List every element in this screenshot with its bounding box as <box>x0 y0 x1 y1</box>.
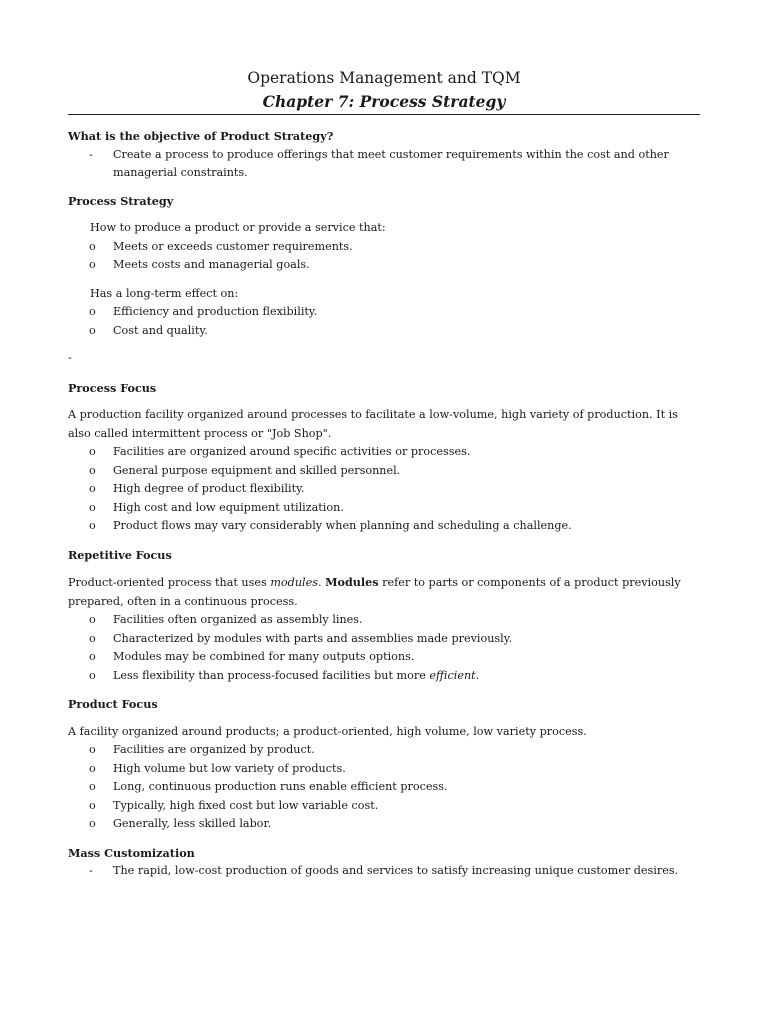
bullet-marker: o <box>89 239 96 253</box>
list-item: - The rapid, low-cost production of goods and services to satisfy increasing unique customer desires. <box>68 862 700 881</box>
list-item: o Efficiency and production flexibility. <box>68 303 700 322</box>
list-item: o Typically, high fixed cost but low variable cost. <box>68 797 700 816</box>
bullet-marker: o <box>89 631 96 645</box>
bullet-marker: o <box>89 463 96 477</box>
bullet-marker: o <box>89 668 96 682</box>
list-item: o Cost and quality. <box>68 322 700 341</box>
document-title: Operations Management and TQM <box>247 69 521 87</box>
effect-list <box>68 303 700 340</box>
bullet-marker: o <box>89 519 96 532</box>
objective-list <box>68 146 700 183</box>
bullet-marker: o <box>89 761 96 775</box>
stray-dash: - <box>68 351 72 364</box>
mass-customization-heading: Mass Customization <box>68 845 195 860</box>
list-item: o Facilities are organized around specific activities or processes. <box>68 443 700 462</box>
repetitive-focus-heading: Repetitive Focus <box>68 547 172 562</box>
list-item: o High volume but low variety of products. <box>68 760 700 779</box>
list-item: o Less flexibility than process-focused facilities but more efficient. <box>68 667 700 686</box>
bullet-marker: o <box>89 445 96 458</box>
list-item: o Generally, less skilled labor. <box>68 815 700 834</box>
bullet-marker: o <box>89 817 96 830</box>
list-item: - Create a process to produce offerings that meet customer requirements within the cost and other managerial constraints. <box>89 147 669 179</box>
list-item: o Facilities are organized by product. <box>68 741 700 760</box>
chapter-subtitle: Chapter 7: Process Strategy <box>68 91 700 115</box>
process-focus-text: A production facility organized around processes to facilitate a low-volume, high variety of production. It is also called intermittent process or "Job Shop". <box>68 408 678 440</box>
list-item: o Long, continuous production runs enable efficient process. <box>68 778 700 797</box>
bullet-marker: o <box>89 780 96 793</box>
bullet-marker: o <box>89 258 96 271</box>
list-item: o Characterized by modules with parts and assemblies made previously. <box>68 630 700 649</box>
list-item: o High degree of product flexibility. <box>68 480 700 499</box>
bullet-marker: o <box>89 650 96 663</box>
list-item: o Meets or exceeds customer requirements. <box>68 238 700 257</box>
product-focus-heading: Product Focus <box>68 697 158 711</box>
list-item: o General purpose equipment and skilled personnel. <box>68 462 700 481</box>
bullet-marker: o <box>89 500 96 514</box>
mass-customization-list <box>68 862 700 881</box>
dash-marker: - <box>89 864 93 877</box>
list-item: o Facilities often organized as assembly lines. <box>68 611 700 630</box>
objective-heading: What is the objective of Product Strategy? <box>68 129 334 143</box>
process-strategy-heading: Process Strategy <box>68 193 174 208</box>
process-strategy-list <box>68 238 700 275</box>
bullet-marker: o <box>89 613 96 626</box>
process-focus-heading: Process Focus <box>68 380 157 395</box>
list-item: o Modules may be combined for many outputs options. <box>68 648 700 667</box>
bullet-marker: o <box>89 798 96 812</box>
document-page <box>68 66 700 881</box>
bullet-marker: o <box>89 743 96 756</box>
product-focus-list <box>68 741 700 834</box>
repetitive-focus-list <box>68 611 700 685</box>
effect-intro: Has a long-term effect on: <box>90 286 239 300</box>
list-item: o Meets costs and managerial goals. <box>68 256 700 275</box>
dash-marker: - <box>89 147 93 161</box>
repetitive-focus-text: Product-oriented process that uses modules. Modules refer to parts or components of a product previously prepared, often in a continuous process. <box>68 575 681 608</box>
bullet-marker: o <box>89 305 96 318</box>
process-strategy-intro: How to produce a product or provide a service that: <box>90 221 386 234</box>
list-item: o Product flows may vary considerably when planning and scheduling a challenge. <box>68 517 700 536</box>
bullet-marker: o <box>89 482 96 495</box>
process-focus-list <box>68 443 700 536</box>
bullet-marker: o <box>89 323 96 337</box>
product-focus-text: A facility organized around products; a product-oriented, high volume, low variety process. <box>68 724 587 738</box>
list-item: o High cost and low equipment utilization. <box>68 499 700 518</box>
